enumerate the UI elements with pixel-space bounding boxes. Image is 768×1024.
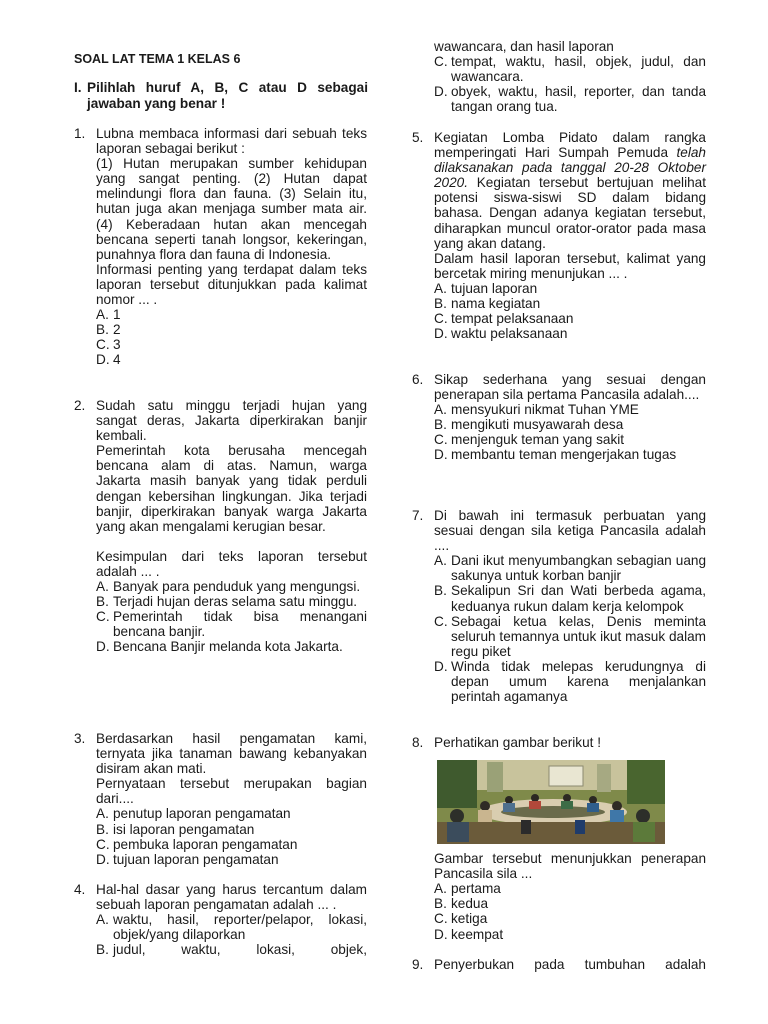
option-text: mensyukuri nikmat Tuhan YME xyxy=(451,402,639,418)
option-text: tujuan laporan xyxy=(451,280,538,296)
option-letter: A. xyxy=(96,912,109,928)
meeting-photo xyxy=(437,760,665,844)
question-number: 2. xyxy=(74,398,86,413)
option-letter: D. xyxy=(434,926,448,942)
option-letter: B. xyxy=(434,296,447,312)
option-letter: C. xyxy=(96,337,110,353)
option-letter: C. xyxy=(96,609,110,625)
option-a[interactable] xyxy=(434,553,706,583)
option-letter: D. xyxy=(434,326,448,342)
question-5 xyxy=(412,130,706,341)
option-text: 1 xyxy=(113,307,121,323)
option-text: mengikuti musyawarah desa xyxy=(451,417,624,433)
question-number: 7. xyxy=(412,508,424,523)
option-text: kedua xyxy=(451,896,489,912)
option-letter: D. xyxy=(96,639,110,655)
option-text: Bencana Banjir melanda kota Jakarta. xyxy=(113,639,343,655)
option-letter: C. xyxy=(434,432,448,448)
option-text: Banyak para penduduk yang mengungsi. xyxy=(113,579,361,595)
question-number: 3. xyxy=(74,731,86,746)
question-stem: Berdasarkan hasil pengamatan kami, ternyata jika tanaman bawang kebanyakan disiram akan mati. xyxy=(96,731,367,777)
option-c[interactable] xyxy=(96,609,367,639)
question-number: 8. xyxy=(412,735,424,750)
option-a[interactable] xyxy=(434,881,706,896)
option-letter: D. xyxy=(96,352,110,368)
question-stem: Di bawah ini termasuk perbuatan yang sesuai dengan sila ketiga Pancasila adalah .... xyxy=(434,508,706,554)
question-3 xyxy=(74,731,367,867)
option-d[interactable] xyxy=(434,84,706,114)
option-b[interactable] xyxy=(434,896,706,911)
option-text: Dani ikut menyumbangkan sebagian uang sakunya untuk korban banjir xyxy=(451,553,706,584)
question-8 xyxy=(412,735,706,942)
option-text: tempat, waktu, hasil, objek, judul, dan wawancara. xyxy=(451,54,706,85)
report-text xyxy=(434,130,706,251)
option-a[interactable] xyxy=(434,281,706,296)
option-text: 4 xyxy=(113,352,121,368)
option-text: pertama xyxy=(451,881,501,897)
option-letter: A. xyxy=(434,553,447,569)
option-c[interactable] xyxy=(434,311,706,326)
option-d[interactable] xyxy=(434,927,706,942)
option-letter: D. xyxy=(96,851,110,867)
option-a[interactable] xyxy=(96,912,367,942)
question-2 xyxy=(74,398,367,655)
option-text: Winda tidak melepas kerudungnya di depan umum karena menjalankan perintah agamanya xyxy=(451,658,706,705)
option-letter: D. xyxy=(434,84,448,100)
option-a[interactable] xyxy=(96,806,367,821)
option-b[interactable] xyxy=(96,322,367,337)
option-c[interactable] xyxy=(434,54,706,84)
option-d[interactable] xyxy=(96,352,367,367)
option-text: tempat pelaksanaan xyxy=(451,311,574,327)
option-c[interactable] xyxy=(434,911,706,926)
option-letter: B. xyxy=(434,583,447,599)
question-stem: Sikap sederhana yang sesuai dengan penerapan sila pertama Pancasila adalah.... xyxy=(434,372,706,403)
option-b-continued: wawancara, dan hasil laporan xyxy=(434,39,614,54)
option-text: Sebagai ketua kelas, Denis meminta seluruh temannya untuk ikut masuk dalam regu piket xyxy=(451,613,706,659)
option-letter: A. xyxy=(96,579,109,595)
option-b[interactable] xyxy=(96,594,367,609)
option-text: nama kegiatan xyxy=(451,296,541,312)
question-number: 6. xyxy=(412,372,424,387)
option-text: 3 xyxy=(113,337,121,353)
document-title: SOAL LAT TEMA 1 KELAS 6 xyxy=(74,52,241,66)
question-number: 9. xyxy=(412,957,424,972)
question-prompt: Pernyataan tersebut merupakan bagian dari.... xyxy=(96,776,367,807)
option-text: tujuan laporan pengamatan xyxy=(113,851,279,867)
option-text: pembuka laporan pengamatan xyxy=(113,836,298,852)
option-a[interactable] xyxy=(96,579,367,594)
option-letter: B. xyxy=(96,594,109,610)
question-1 xyxy=(74,126,367,368)
option-text: waktu, hasil, reporter/pelapor, lokasi, objek/yang dilaporkan xyxy=(113,912,367,943)
option-text: Terjadi hujan deras selama satu minggu. xyxy=(113,594,358,610)
italic-sentence: telah dilaksanakan pada tanggal 20-28 Oktober 2020. xyxy=(434,145,706,191)
option-letter: C. xyxy=(434,613,448,629)
option-text: 2 xyxy=(113,322,121,338)
option-letter: A. xyxy=(434,402,447,418)
instruction-text: Pilihlah huruf A, B, C atau D sebagai jawaban yang benar ! xyxy=(87,80,368,111)
option-letter: B. xyxy=(96,322,109,338)
option-c[interactable] xyxy=(434,432,706,447)
question-4-continued xyxy=(434,39,706,114)
option-text: ketiga xyxy=(451,911,488,927)
option-d[interactable] xyxy=(434,326,706,341)
option-d[interactable] xyxy=(434,447,706,462)
option-text: obyek, waktu, hasil, reporter, dan tanda tangan orang tua. xyxy=(451,84,706,115)
question-prompt: Informasi penting yang terdapat dalam teks laporan tersebut ditunjukkan pada kalimat nomor ... . xyxy=(96,261,367,308)
option-text: Pemerintah tidak bisa menangani bencana banjir. xyxy=(113,609,367,640)
option-d[interactable] xyxy=(434,659,706,704)
option-d[interactable] xyxy=(96,852,367,867)
option-text: Sekalipun Sri dan Wati berbeda agama, keduanya rukun dalam kerja kelompok xyxy=(451,583,706,614)
option-letter: A. xyxy=(96,806,109,822)
option-b[interactable] xyxy=(434,417,706,432)
option-b[interactable] xyxy=(96,822,367,837)
option-c[interactable] xyxy=(96,337,367,352)
question-stem: Penyerbukan pada tumbuhan adalah xyxy=(434,957,706,972)
option-letter: D. xyxy=(434,658,448,674)
option-b[interactable] xyxy=(96,942,367,957)
option-text: membantu teman mengerjakan tugas xyxy=(451,447,677,463)
question-stem: Perhatikan gambar berikut ! xyxy=(434,735,601,750)
option-text: penutup laporan pengamatan xyxy=(113,806,291,822)
question-number: 4. xyxy=(74,882,86,897)
option-letter: A. xyxy=(434,280,447,296)
question-prompt: Dalam hasil laporan tersebut, kalimat yang bercetak miring menunjukan ... . xyxy=(434,250,706,281)
report-text: Pemerintah kota berusaha mencegah bencana alam di atas. Namun, warga Jakarta masih banyak yang tidak perduli dengan kebersihan lingkungan. Jika terjadi banjir, diperkirakan banyak warga Jakarta yang akan mengalami kerugian besar. xyxy=(96,443,367,534)
question-prompt: Gambar tersebut menunjukkan penerapan Pancasila sila ... xyxy=(434,851,706,882)
option-letter: A. xyxy=(434,881,447,897)
instruction-number: I. xyxy=(74,80,82,95)
option-c[interactable] xyxy=(434,614,706,659)
question-number: 1. xyxy=(74,126,86,141)
option-letter: B. xyxy=(96,942,109,958)
report-text-start: Kegiatan Lomba Pidato dalam rangka memperingati Hari Sumpah Pemuda xyxy=(434,130,706,161)
question-stem: Sudah satu minggu terjadi hujan yang sangat deras, Jakarta diperkirakan banjir kembali. xyxy=(96,398,367,444)
question-stem: Hal-hal dasar yang harus tercantum dalam sebuah laporan pengamatan adalah ... . xyxy=(96,882,367,913)
option-letter: C. xyxy=(96,836,110,852)
option-a[interactable] xyxy=(434,402,706,417)
option-b[interactable] xyxy=(434,583,706,613)
report-text: (1) Hutan merupakan sumber kehidupan yang sangat penting. (2) Hutan dapat melindungi flora dan fauna. (3) Selain itu, hutan juga akan menjaga sumber mata air. (4) Keberadaan hutan akan mencegah bencana seperti tanah longsor, kekeringan, punahnya flora dan fauna di Indonesia. xyxy=(96,156,367,262)
option-letter: B. xyxy=(434,896,447,912)
option-text: waktu pelaksanaan xyxy=(451,326,568,342)
question-stem: Lubna membaca informasi dari sebuah teks laporan sebagai berikut : xyxy=(96,126,367,157)
option-letter: D. xyxy=(434,447,448,463)
option-text: keempat xyxy=(451,926,504,942)
option-text: isi laporan pengamatan xyxy=(113,821,255,837)
report-text-end: Kegiatan tersebut bertujuan melihat potensi siswa-siswi SD dalam bidang bahasa. Dengan adanya kegiatan tersebut, diharapkan muncul orator-orator pada masa yang akan datang. xyxy=(434,175,706,251)
option-text: menjenguk teman yang sakit xyxy=(451,432,625,448)
question-9 xyxy=(412,957,706,972)
option-letter: B. xyxy=(96,821,109,837)
option-d[interactable] xyxy=(96,639,367,654)
instruction xyxy=(74,80,368,111)
question-4 xyxy=(74,882,367,957)
question-7 xyxy=(412,508,706,704)
question-6 xyxy=(412,372,706,463)
option-letter: B. xyxy=(434,417,447,433)
option-letter: C. xyxy=(434,311,448,327)
question-number: 5. xyxy=(412,130,424,145)
option-b[interactable] xyxy=(434,296,706,311)
option-letter: C. xyxy=(434,911,448,927)
question-prompt: Kesimpulan dari teks laporan tersebut adalah ... . xyxy=(96,548,367,579)
option-letter: C. xyxy=(434,54,448,70)
option-text: judul, waktu, lokasi, objek, xyxy=(113,942,367,958)
option-letter: A. xyxy=(96,307,109,323)
option-c[interactable] xyxy=(96,837,367,852)
option-a[interactable] xyxy=(96,307,367,322)
